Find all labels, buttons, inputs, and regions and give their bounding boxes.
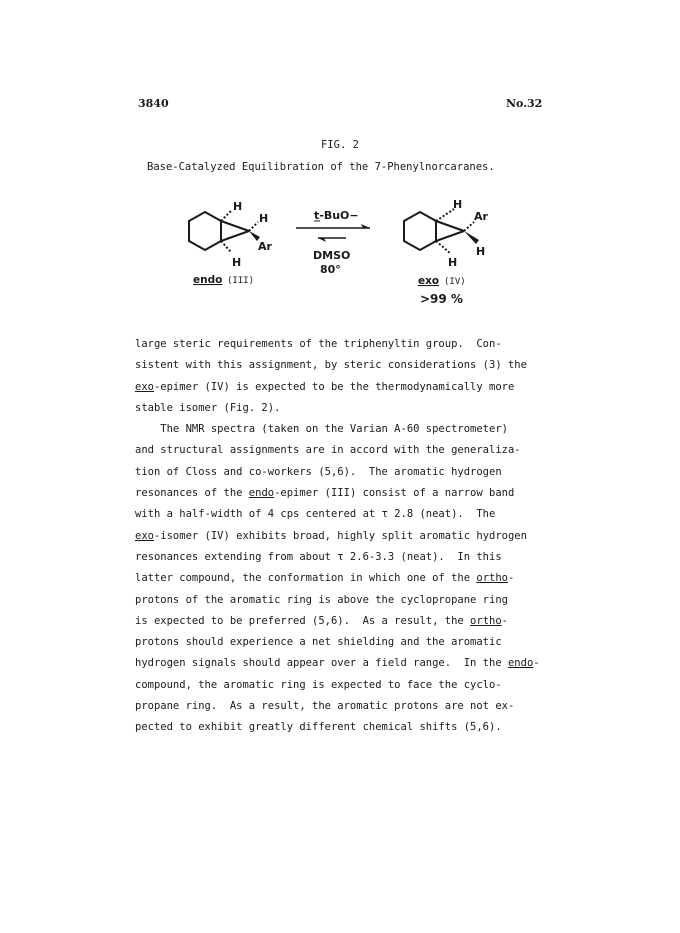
text-segment: - — [507, 572, 515, 585]
exo-wedge-bond — [464, 231, 479, 244]
text-line — [135, 377, 565, 398]
text-line — [135, 590, 565, 611]
text-segment: is expected to be preferred (5,6). As a result, the — [135, 614, 471, 627]
underlined-term: ortho — [470, 614, 502, 627]
text-segment: -isomer (IV) exhibits broad, highly split aromatic hydrogen — [153, 529, 527, 542]
endo-cyclohexane-ring — [189, 212, 221, 250]
endo-h-right: H — [259, 212, 269, 225]
endo-structure — [189, 200, 273, 269]
reaction-scheme — [0, 0, 680, 320]
solvent-label: DMSO — [313, 249, 351, 262]
endo-number: (III) — [227, 276, 255, 286]
exo-h-right: H — [476, 245, 486, 258]
figure-caption: Base-Catalyzed Equilibration of the 7-Phenylnorcaranes. — [147, 161, 495, 173]
exo-h-bottom: H — [448, 256, 458, 269]
exo-name: exo — [418, 275, 440, 287]
text-segment: hydrogen signals should appear over a field range. In the — [135, 657, 508, 670]
text-line — [135, 675, 565, 696]
exo-cyclopropane-bond — [436, 221, 464, 231]
figure-label: FIG. 2 — [321, 139, 359, 151]
exo-ar-label: Ar — [474, 210, 488, 223]
text-segment: and structural assignments are in accord with the generaliza- — [135, 444, 521, 457]
text-segment: latter compound, the conformation in which one of the — [135, 572, 477, 585]
text-line — [135, 653, 565, 674]
text-line — [135, 483, 565, 504]
text-line — [135, 696, 565, 717]
exo-yield: >99 % — [420, 292, 463, 306]
text-line — [135, 440, 565, 461]
endo-ar-label: Ar — [258, 240, 272, 253]
exo-hashed-bond — [464, 222, 474, 231]
exo-h-top: H — [453, 198, 463, 211]
text-line — [135, 526, 565, 547]
body-paragraphs — [135, 334, 565, 739]
text-segment: stable isomer (Fig. 2). — [135, 401, 281, 414]
endo-h-bottom: H — [232, 256, 242, 269]
text-segment: compound, the aromatic ring is expected to face the cyclo- — [135, 678, 502, 691]
endo-h-top: H — [233, 200, 243, 213]
page-number: 3840 — [138, 97, 169, 110]
underlined-term: ortho — [476, 572, 508, 585]
exo-cyclohexane-ring — [404, 212, 436, 250]
text-segment: resonances of the — [135, 487, 249, 500]
journal-issue: No.32 — [506, 97, 543, 110]
text-segment: -epimer (III) consist of a narrow band — [274, 487, 515, 500]
exo-structure — [404, 198, 489, 269]
text-segment: protons should experience a net shielding and the aromatic — [135, 636, 502, 649]
text-line — [135, 611, 565, 632]
text-segment: - — [501, 614, 508, 627]
text-segment: -epimer (IV) is expected to be the thermodynamically more — [153, 380, 515, 393]
text-segment: - — [533, 657, 540, 670]
underlined-term: exo — [135, 380, 154, 393]
endo-hashed-bond — [221, 241, 231, 252]
exo-cyclopropane-bond — [436, 231, 464, 241]
exo-hashed-bond — [436, 209, 454, 221]
endo-name: endo — [193, 274, 223, 286]
underlined-term: exo — [135, 529, 154, 542]
exo-number: (IV) — [444, 277, 466, 287]
text-line — [135, 717, 565, 738]
endo-hashed-bond — [221, 210, 232, 221]
text-segment: resonances extending from about τ 2.6-3.3 (neat). In this — [135, 550, 502, 563]
text-segment: pected to exhibit greatly different chemical shifts (5,6). — [135, 721, 502, 734]
exo-hashed-bond — [436, 241, 451, 254]
text-line — [135, 462, 565, 483]
underlined-term: endo — [507, 657, 534, 670]
text-line — [135, 568, 565, 589]
text-segment: large steric requirements of the triphenyltin group. Con- — [135, 338, 502, 350]
text-line — [135, 355, 565, 376]
equilibrium-arrows — [296, 209, 370, 276]
text-line — [135, 334, 565, 355]
text-segment: protons of the aromatic ring is above the cyclopropane ring — [135, 593, 508, 606]
underlined-term: endo — [248, 487, 275, 500]
endo-cyclopropane-bond — [221, 231, 249, 241]
text-segment: propane ring. As a result, the aromatic protons are not ex- — [135, 700, 515, 713]
temperature-label: 80° — [320, 263, 341, 276]
text-segment: The NMR spectra (taken on the Varian A-60 spectrometer) — [135, 423, 508, 436]
reagent-label: t-BuO− — [314, 209, 359, 222]
endo-hashed-bond — [249, 222, 258, 231]
text-line — [135, 547, 565, 568]
text-line — [135, 632, 565, 653]
text-line — [135, 398, 565, 419]
text-segment: sistent with this assignment, by steric considerations (3) the — [135, 359, 527, 372]
text-segment: tion of Closs and co-workers (5,6). The aromatic hydrogen — [135, 465, 502, 478]
endo-cyclopropane-bond — [221, 221, 249, 231]
text-line — [135, 419, 565, 440]
text-line — [135, 504, 565, 525]
text-segment: with a half-width of 4 cps centered at τ 2.8 (neat). The — [135, 508, 496, 521]
